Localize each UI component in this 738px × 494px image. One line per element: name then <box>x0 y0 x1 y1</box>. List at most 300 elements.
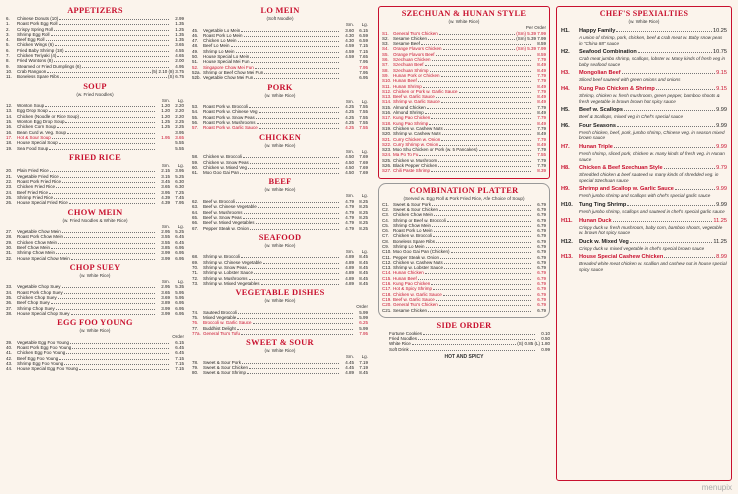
item-name: Chicken Egg Foo Young <box>17 350 66 356</box>
item-price: 6.79 <box>537 254 546 260</box>
item-price: 3.65 <box>175 134 184 140</box>
chef-item-row <box>561 186 727 193</box>
item-price: 9.99 <box>716 107 727 114</box>
dot-leader <box>439 31 515 35</box>
item-number: H13. <box>561 254 573 261</box>
price-header-label: Sm. <box>345 148 354 154</box>
item-number: S18. <box>382 120 392 126</box>
item-number: S27. <box>382 168 392 174</box>
item-number: C20. <box>382 302 392 308</box>
item-name: Egg Drop Soup <box>17 108 48 114</box>
item-price: 4.25 <box>345 125 354 131</box>
item-price: 6.79 <box>537 243 546 249</box>
item-price: (S) 6.75 <box>167 74 184 80</box>
item-number: 62. <box>192 199 199 205</box>
item-name: Chicken Chop Suey <box>17 295 57 301</box>
menu-item <box>378 347 550 352</box>
section-title: FRIED RICE <box>68 152 122 162</box>
item-number: 48. <box>192 43 199 49</box>
item-number: C8. <box>382 238 390 244</box>
item-name: Chicken w. Broccoli <box>203 154 243 160</box>
item-number: 40. <box>6 345 13 351</box>
item-number: C13. <box>382 265 392 271</box>
item-number: S20. <box>382 131 392 137</box>
item-description: Fresh chicken, beef, pork, jumbo shrimp, Chinese veg. in season mixed brown sauce <box>579 129 725 141</box>
item-price: 4.79 <box>345 220 354 226</box>
item-number: 71. <box>192 270 199 276</box>
menu-item <box>6 366 184 371</box>
soup-section <box>6 82 184 151</box>
item-price: 8.45 <box>359 270 368 276</box>
item-price: 0.99 <box>541 346 550 352</box>
item-price: 9.15 <box>716 70 727 77</box>
item-name: General Tso's Tofu <box>203 330 240 336</box>
item-price: 7.69 <box>359 170 368 176</box>
dot-leader <box>58 295 155 299</box>
item-price: 4.89 <box>345 254 354 260</box>
item-price: 3.55 <box>161 234 170 240</box>
item-number: S23. <box>382 147 392 153</box>
item-price: 4.50 <box>345 170 354 176</box>
item-name: Sesame Beef <box>393 41 421 47</box>
item-price: 0.10 <box>541 330 550 336</box>
item-number: 11. <box>6 74 12 80</box>
item-price: 8.49 <box>537 94 546 100</box>
item-number: S1. <box>382 30 389 36</box>
item-price: 7.19 <box>359 365 368 371</box>
item-name: Chicken & Beef Szechuan Style <box>579 165 663 172</box>
item-price: 7.79 <box>537 78 546 84</box>
seafood-section <box>192 233 368 286</box>
item-price: 3.69 <box>161 295 170 301</box>
price-header-label: Lg. <box>177 97 184 103</box>
item-name: Vegetable Chop Suey <box>17 284 61 290</box>
item-price: 3.95 <box>175 168 184 174</box>
item-number: 15. <box>6 119 13 125</box>
item-price: 4.59 <box>345 48 354 54</box>
dot-leader <box>443 46 516 50</box>
combination-platter-box <box>378 183 550 318</box>
dot-leader <box>71 256 155 260</box>
chop-suey-section <box>6 263 184 316</box>
item-name: Shrimp w. Snow Peas <box>203 264 247 270</box>
item-price: 7.15 <box>359 43 368 49</box>
item-name: Mixed Vegetable <box>203 315 237 321</box>
dot-leader <box>675 186 715 190</box>
item-name: Roast Pork w. Broccoli <box>203 104 249 110</box>
item-price: 7.15 <box>175 366 184 372</box>
dot-leader <box>436 239 531 243</box>
menu-item <box>192 331 368 336</box>
item-name: Chicken w. Cashew Nuts <box>393 125 443 131</box>
item-name: Broccoli w. Garlic Sauce <box>203 320 252 326</box>
menu-item <box>6 146 184 151</box>
item-price: 7.25 <box>175 189 184 195</box>
item-price: 6.79 <box>537 307 546 313</box>
item-price: 4.89 <box>345 370 354 376</box>
dot-leader <box>256 115 339 119</box>
item-name: Curry Chicken w. Onion <box>393 136 441 142</box>
item-price: 6.95 <box>359 75 368 81</box>
dot-leader <box>250 226 339 230</box>
item-price: 11.25 <box>713 238 727 245</box>
dot-leader <box>243 154 339 158</box>
item-price: 8.45 <box>359 259 368 265</box>
item-number: 13. <box>6 108 13 114</box>
item-number: H2. <box>561 49 570 56</box>
price-header-label: Lg. <box>177 162 184 168</box>
dot-leader <box>418 78 531 82</box>
dot-leader <box>254 75 339 79</box>
item-price: 2.25 <box>175 119 184 125</box>
item-name: Chicken w. Snow Peas <box>203 159 249 165</box>
item-price: 6.79 <box>537 201 546 207</box>
item-number: 56. <box>192 120 199 126</box>
item-name: Boneless Spare Ribs <box>393 238 436 244</box>
dot-leader <box>57 124 155 128</box>
item-name: Roast Pork Lo Mein <box>393 228 433 234</box>
chef-item <box>561 202 727 215</box>
item-number: 32. <box>6 255 13 261</box>
dot-leader <box>459 89 531 93</box>
item-description: Shredded chicken & beef sauteed w. many kinds of shredded veg. in special Szechuan sauce <box>579 172 719 183</box>
dot-leader <box>439 142 531 146</box>
dot-leader <box>244 33 339 37</box>
section-subtitle: (w. White Rice) <box>79 328 111 334</box>
chef-item-row <box>561 107 727 114</box>
item-number: H4. <box>561 85 570 92</box>
column-1 <box>6 6 184 374</box>
item-name: Vegetable Chow Mei Fun <box>203 75 254 81</box>
menu-item <box>6 200 184 205</box>
dot-leader <box>249 276 339 280</box>
item-number: S5. <box>382 51 389 57</box>
item-price: 8.25 <box>359 220 368 226</box>
item-number: 17. <box>6 134 13 140</box>
item-price: 4.89 <box>345 280 354 286</box>
item-number: 59. <box>192 159 199 165</box>
chef-item <box>561 107 727 120</box>
item-number: 10. <box>6 68 13 74</box>
item-price: 7.55 <box>359 120 368 126</box>
item-price: 6.79 <box>537 212 546 218</box>
dot-leader <box>72 345 169 349</box>
dot-leader <box>441 99 531 103</box>
column-3 <box>378 6 550 362</box>
item-name: Beef w. Broccoli <box>203 199 236 205</box>
dot-leader <box>442 131 531 135</box>
chef-item <box>561 239 727 252</box>
item-price: 1.20 <box>161 103 170 109</box>
item-number: 60. <box>192 164 199 170</box>
dot-leader <box>241 28 339 32</box>
item-number: C21. <box>382 307 392 313</box>
item-number: 5. <box>6 42 10 48</box>
section-title: APPETIZERS <box>67 6 123 15</box>
item-number: 16. <box>6 129 13 135</box>
item-name: Seafood Combination <box>579 49 637 56</box>
item-price: 2.20 <box>175 103 184 109</box>
item-number: H10. <box>561 201 573 208</box>
item-name: Shrimp Chow Mein <box>17 250 56 256</box>
dot-leader <box>231 43 339 47</box>
side-order-section <box>378 321 550 360</box>
dot-leader <box>46 37 169 41</box>
beef-section <box>192 177 368 230</box>
item-price: 6.79 <box>537 275 546 281</box>
item-name: Buddhist Delight <box>203 325 236 331</box>
item-number: 52. <box>192 64 199 70</box>
dot-leader <box>250 54 339 58</box>
item-name: Happy Family <box>579 28 616 34</box>
side-order-section <box>378 321 550 352</box>
item-name: Sweet & Sour Pork <box>393 201 432 207</box>
item-number: 67. <box>192 225 199 231</box>
item-name: Crispy Spring Roll <box>17 26 54 32</box>
dot-leader <box>236 49 339 53</box>
dot-leader <box>79 366 169 370</box>
item-name: Shrimp w. Lobster Sauce <box>393 265 444 271</box>
item-number: S15. <box>382 104 392 110</box>
item-name: Roast Pork Chop Suey <box>17 289 63 295</box>
item-name: Fried Baby Shrimp (18) <box>17 47 64 53</box>
item-name: House Special Fried Rice <box>17 200 68 206</box>
item-number: 1. <box>6 21 10 27</box>
item-price: 1.35 <box>175 37 184 43</box>
item-price: 4.79 <box>345 225 354 231</box>
dot-leader <box>59 356 169 360</box>
item-price: 6.95 <box>175 300 184 306</box>
price-header-label: Lg. <box>361 148 368 154</box>
item-price: 8.25 <box>359 225 368 231</box>
item-number: 64. <box>192 209 199 215</box>
dot-leader <box>263 260 339 264</box>
item-price: 6.79 <box>537 228 546 234</box>
item-price: 1.95 <box>161 134 170 140</box>
dot-leader <box>47 69 150 73</box>
item-price: 8.25 <box>359 199 368 205</box>
item-number: 52b. <box>192 75 201 81</box>
dot-leader <box>243 215 339 219</box>
chef-item <box>561 86 727 104</box>
item-price: 9.99 <box>716 122 727 129</box>
item-price: 7.79 <box>537 88 546 94</box>
item-name: Szechuan Chicken <box>393 57 431 63</box>
sweet-sour-section <box>192 338 368 375</box>
item-name: Beef Lo Mein <box>203 43 230 49</box>
dot-leader <box>60 74 167 78</box>
item-number: 42. <box>6 355 13 361</box>
dot-leader <box>434 228 531 232</box>
item-name: Hunan Shrimp <box>393 83 422 89</box>
item-name: Shrimp w. Cashew Nuts <box>393 131 441 137</box>
item-price: 6.79 <box>537 296 546 302</box>
item-number: 35. <box>6 295 13 301</box>
item-price: 7.55 <box>359 125 368 131</box>
item-name: Beef w. Chinese Vegetable <box>203 204 257 210</box>
item-number: C3. <box>382 212 390 218</box>
item-name: Shrimp Egg Roll <box>17 31 50 37</box>
dot-leader <box>254 270 339 274</box>
dot-leader <box>249 104 339 108</box>
item-number: 46. <box>192 32 199 38</box>
item-price: 3.95 <box>175 129 184 135</box>
item-price: 1.35 <box>175 31 184 37</box>
dot-leader <box>80 114 155 118</box>
dot-leader <box>444 265 531 269</box>
item-name: House Special Soup <box>17 140 58 146</box>
chef-item-row <box>561 165 727 172</box>
dot-leader <box>59 16 169 20</box>
item-name: Szechuan Beef <box>393 62 424 68</box>
item-price: 6.59 <box>359 32 368 38</box>
item-description: Crispy duck w. mixed vegetable in chef's special brown sauce <box>579 245 705 251</box>
item-price: 6.79 <box>537 249 546 255</box>
price-header-label: Order <box>356 304 368 310</box>
item-name: Almond Shrimp <box>393 110 424 116</box>
item-name: Ma Po To Fu <box>393 152 419 158</box>
item-price: 7.95 <box>359 64 368 70</box>
item-number: 77. <box>192 325 199 331</box>
hot-spicy-note: HOT AND SPICY <box>444 354 484 361</box>
item-name: Vegetable Chow Mein <box>17 229 61 235</box>
item-price: 3.99 <box>161 250 170 256</box>
item-name: Pepper Steak w. Onion <box>203 225 250 231</box>
item-price: 3.15 <box>161 173 170 179</box>
dot-leader <box>664 165 715 169</box>
dot-leader <box>622 70 715 74</box>
item-price: 3.99 <box>161 305 170 311</box>
item-number: 9. <box>6 63 10 69</box>
dot-leader <box>421 41 531 45</box>
item-name: Shrimp Chow Mein <box>393 222 432 228</box>
item-name: Orange Flavors Chicken <box>393 46 442 52</box>
menu-item <box>6 311 184 316</box>
item-price: 7.45 <box>175 194 184 200</box>
item-name: Kung Pao Chicken & Shrimp <box>579 85 655 92</box>
item-price: 6.45 <box>175 350 184 356</box>
item-number: C7. <box>382 233 390 239</box>
szechuan-section <box>382 9 546 174</box>
item-name: Boneless Spare Ribs <box>17 74 60 80</box>
item-name: Shrimp or Beef Chow Mei Fun <box>203 69 264 75</box>
item-number: 12. <box>6 103 13 109</box>
item-price: 7.69 <box>359 159 368 165</box>
price-header-label: Sm. <box>161 278 170 284</box>
section-title: SWEET & SOUR <box>246 338 314 348</box>
item-number: 18. <box>6 140 13 146</box>
item-price: 4.50 <box>345 164 354 170</box>
item-name: Hunan Chicken <box>393 270 424 276</box>
item-price: 5.55 <box>175 140 184 146</box>
dot-leader <box>241 254 339 258</box>
item-price: 3.95 <box>161 189 170 195</box>
dot-leader <box>49 190 155 194</box>
egg-foo-young-section <box>6 318 184 371</box>
item-price: 7.55 <box>359 114 368 120</box>
item-name: House Special Chow Mein <box>17 255 70 261</box>
item-description: Breaded white meat chicken w. scallion and cashew nut in house special spicy sauce <box>579 261 727 272</box>
item-price: 3.99 <box>161 310 170 316</box>
dot-leader <box>71 311 155 315</box>
dot-leader <box>45 103 155 107</box>
item-number: 65. <box>192 214 199 220</box>
item-number: 23. <box>6 184 13 190</box>
item-name: Beef w. Garlic Sauce <box>393 94 435 100</box>
item-number: H1. <box>561 28 570 34</box>
item-price: 4.39 <box>161 194 170 200</box>
item-number: 38. <box>6 310 13 316</box>
item-name: Roast Pork Chow Mein <box>17 234 64 240</box>
menu-item <box>6 74 184 79</box>
dot-leader <box>443 292 531 296</box>
item-name: House Special Lo Mein <box>203 54 250 60</box>
dot-leader <box>82 64 169 68</box>
dot-leader <box>65 119 155 123</box>
item-price: 3.65 <box>175 42 184 48</box>
item-name: Fried Wontons (8) <box>17 58 53 64</box>
item-name: Roast Pork Fried Rice <box>17 179 62 185</box>
chef-item <box>561 218 727 236</box>
section-title: SOUP <box>83 81 107 91</box>
dot-leader <box>244 210 339 214</box>
item-number: S26. <box>382 163 392 169</box>
item-price: 9.79 <box>716 165 727 172</box>
item-price: 9.99 <box>716 143 727 150</box>
item-number: 79. <box>192 365 199 371</box>
item-number: H5. <box>561 107 570 114</box>
section-title: SEAFOOD <box>258 232 302 242</box>
item-price: 1.25 <box>161 119 170 125</box>
item-name: Chicken or Pork w. Garlic Sauce <box>393 88 458 94</box>
dot-leader <box>60 174 155 178</box>
dot-leader <box>54 58 169 62</box>
item-name: Shrimp Chop Suey <box>17 305 55 311</box>
item-price: 3.89 <box>161 300 170 306</box>
item-number: 80. <box>192 370 199 376</box>
dot-leader <box>264 70 339 74</box>
chow-mein-section <box>6 208 184 261</box>
item-price: 3.99 <box>161 255 170 261</box>
item-price: 4.79 <box>345 204 354 210</box>
item-number: 55. <box>192 114 199 120</box>
item-price: 8.25 <box>359 204 368 210</box>
item-number: 78. <box>192 359 199 365</box>
item-number: 3. <box>6 31 10 37</box>
item-price: 8.25 <box>359 209 368 215</box>
dot-leader <box>617 123 715 127</box>
item-name: Hunan Pork or Chicken <box>393 72 440 78</box>
section-title: LO MEIN <box>260 6 300 15</box>
item-number: 58. <box>192 154 199 160</box>
dot-leader <box>250 160 339 164</box>
price-header-label: Order <box>172 334 184 340</box>
item-name: Shrimp Lo Mein <box>203 48 235 54</box>
menu-item <box>6 256 184 261</box>
item-price: 8.59 <box>537 41 546 47</box>
item-price: 4.30 <box>345 32 354 38</box>
price-header-label: Sm. <box>345 248 354 254</box>
item-name: Moo Shu Chicken or Pork (w. 5 Pancakes) <box>393 147 478 153</box>
dot-leader <box>638 49 712 53</box>
item-name: Chicken Chow Mein <box>17 239 58 245</box>
section-subtitle: (w. White Rice) <box>264 348 296 354</box>
item-price: 4.89 <box>345 275 354 281</box>
item-number: S13. <box>382 94 392 100</box>
item-price: 7.69 <box>359 164 368 170</box>
lo-mein-section <box>192 6 368 81</box>
item-number: S10. <box>382 78 392 84</box>
